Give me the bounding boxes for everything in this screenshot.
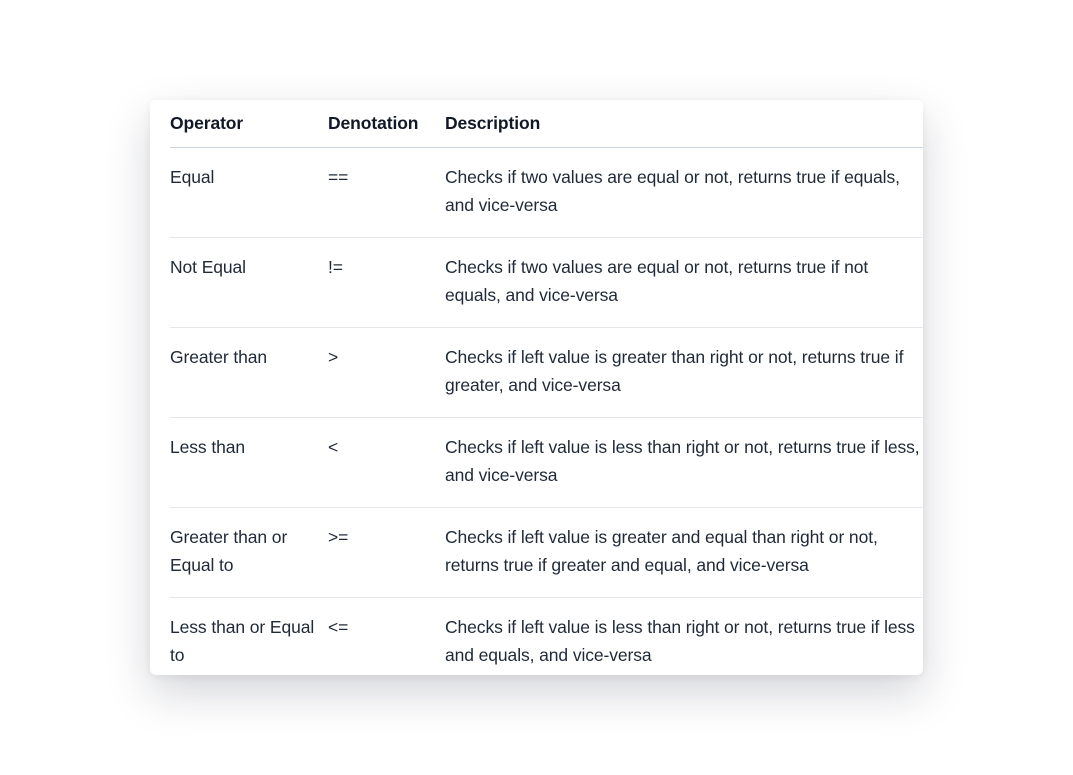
operator-cell: Less than or Equal to — [170, 617, 315, 665]
denotation-cell: == — [328, 148, 445, 238]
operator-cell: Equal — [170, 148, 328, 238]
table-row — [170, 238, 923, 328]
table-row — [170, 508, 923, 598]
description-cell: Checks if two values are equal or not, returns true if not equals, and vice-versa — [445, 238, 923, 328]
denotation-cell: > — [328, 328, 445, 418]
table-row — [170, 418, 923, 508]
table-header-row — [170, 100, 923, 148]
description-cell: Checks if left value is greater and equal than right or not, returns true if greater and equal, and vice-versa — [445, 508, 923, 598]
denotation-cell: >= — [328, 508, 445, 598]
description-cell: Checks if left value is less than right or not, returns true if less, and vice-versa — [445, 418, 923, 508]
table-row — [170, 328, 923, 418]
denotation-cell: < — [328, 418, 445, 508]
denotation-cell: <= — [328, 617, 349, 637]
operators-table-card — [150, 100, 923, 675]
operator-cell: Less than — [170, 418, 328, 508]
description-cell: Checks if left value is greater than right or not, returns true if greater, and vice-versa — [445, 328, 923, 418]
denotation-cell: != — [328, 238, 445, 328]
operators-table — [170, 100, 923, 675]
header-description: Description — [445, 100, 923, 148]
description-cell: Checks if left value is less than right or not, returns true if less and equals, and vice-versa — [445, 617, 915, 665]
operator-cell: Greater than — [170, 328, 328, 418]
operator-cell: Greater than or Equal to — [170, 508, 328, 598]
header-denotation: Denotation — [328, 100, 445, 148]
table-row — [170, 598, 923, 676]
operator-cell: Not Equal — [170, 238, 328, 328]
table-row — [170, 148, 923, 238]
description-cell: Checks if two values are equal or not, returns true if equals, and vice-versa — [445, 148, 923, 238]
header-operator: Operator — [170, 100, 328, 148]
